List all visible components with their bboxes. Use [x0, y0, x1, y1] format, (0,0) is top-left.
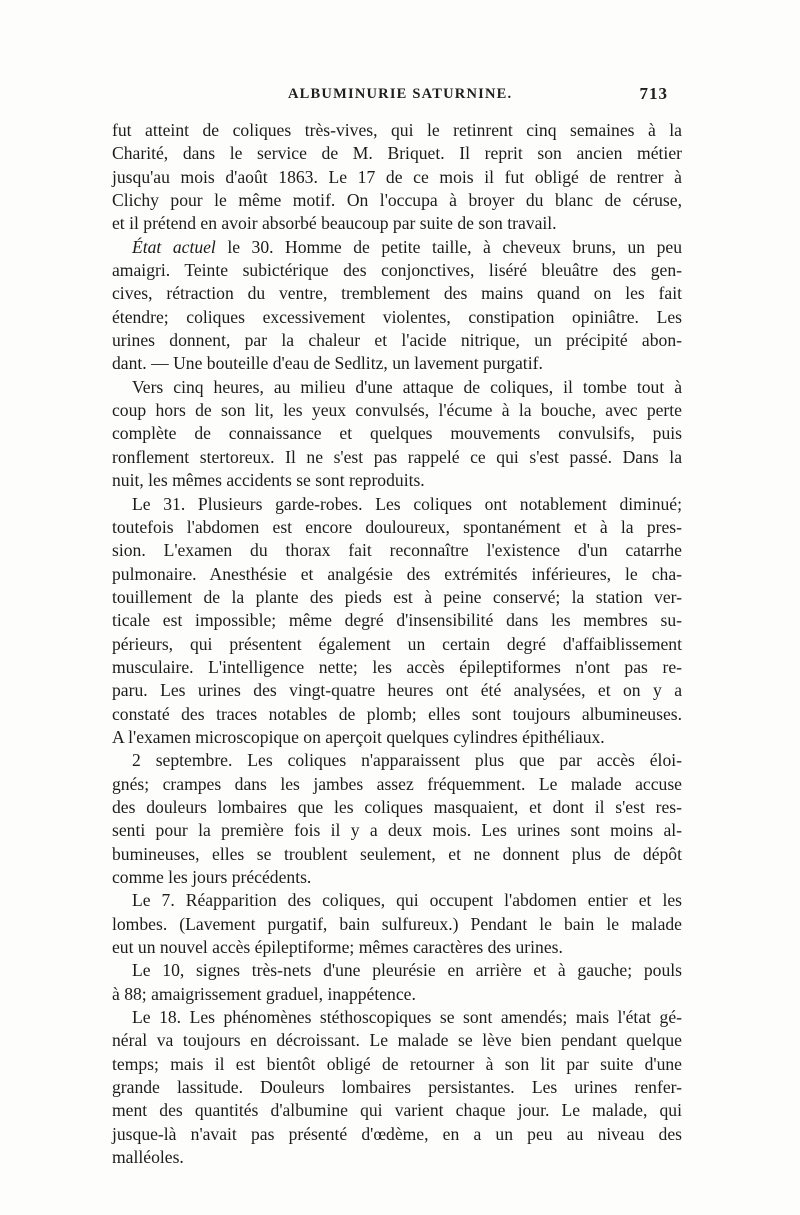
page-number: 713 [639, 84, 668, 103]
text-line: complète de connaissance et quelques mouvements convulsifs, puis [112, 423, 682, 444]
text-line: jusque-là n'avait pas présenté d'œdème, en a un peu au niveau des [112, 1123, 682, 1144]
text-line: temps; mais il est bientôt obligé de retourner à son lit par suite d'une [112, 1053, 682, 1074]
italic-lead: État actuel [132, 236, 216, 257]
body-text [112, 119, 682, 1169]
text-line: étendre; coliques excessivement violentes, constipation opiniâtre. Les [112, 306, 682, 327]
text-line: grande lassitude. Douleurs lombaires persistantes. Les urines renfer- [112, 1077, 682, 1098]
text-line [112, 236, 682, 259]
text-line: périeurs, qui présentent également un certain degré d'affaiblissement [112, 633, 682, 654]
text-line: ronflement stertoreux. Il ne s'est pas rappelé ce qui s'est passé. Dans la [112, 446, 682, 467]
text-line: malléoles. [112, 1147, 184, 1168]
text-line: pulmonaire. Anesthésie et analgésie des extrémités inférieures, le cha- [112, 563, 682, 584]
text-line: eut un nouvel accès épileptiforme; mêmes caractères des urines. [112, 937, 563, 958]
text-line: bumineuses, elles se troublent seulement, et ne donnent plus de dépôt [112, 843, 682, 864]
paragraph [112, 959, 682, 1006]
text-line: 2 septembre. Les coliques n'apparaissent plus que par accès éloi- [132, 750, 682, 771]
text-line: cives, rétraction du ventre, tremblement des mains quand on les fait [112, 283, 682, 304]
text-line: jusqu'au mois d'août 1863. Le 17 de ce mois il fut obligé de rentrer à [112, 166, 682, 187]
text-line: à 88; amaigrissement graduel, inappétence. [112, 983, 416, 1004]
paragraph [112, 376, 682, 493]
text-line: sion. L'examen du thorax fait reconnaître l'existence d'un catarrhe [112, 540, 682, 561]
running-head [112, 86, 682, 108]
text-line: lombes. (Lavement purgatif, bain sulfureux.) Pendant le bain le malade [112, 913, 682, 934]
paragraph [112, 493, 682, 750]
text-line: Clichy pour le même motif. On l'occupa à broyer du blanc de céruse, [112, 190, 682, 211]
paragraph [112, 889, 682, 959]
text-line: coup hors de son lit, les yeux convulsés, l'écume à la bouche, avec perte [112, 400, 682, 421]
text-line: Le 7. Réapparition des coliques, qui occupent l'abdomen entier et les [132, 890, 682, 911]
text-line: Charité, dans le service de M. Briquet. Il reprit son ancien métier [112, 143, 682, 164]
text-line: néral va toujours en décroissant. Le malade se lève bien pendant quelque [112, 1030, 682, 1051]
text-line: constaté des traces notables de plomb; elles sont toujours albumineuses. [112, 703, 682, 724]
text-line: Le 10, signes très-nets d'une pleurésie en arrière et à gauche; pouls [132, 960, 682, 981]
text-line: ticale est impossible; même degré d'insensibilité dans les membres su- [112, 610, 682, 631]
paragraph [112, 1006, 682, 1169]
text-line: paru. Les urines des vingt-quatre heures ont été analysées, et on y a [112, 680, 682, 701]
text-line: senti pour la première fois il y a deux mois. Les urines sont moins al- [112, 820, 682, 841]
text-line: ment des quantités d'albumine qui varient chaque jour. Le malade, qui [112, 1100, 682, 1121]
text-line: nuit, les mêmes accidents se sont reproduits. [112, 470, 425, 491]
text-line: gnés; crampes dans les jambes assez fréquemment. Le malade accuse [112, 773, 682, 794]
text-line: amaigri. Teinte subictérique des conjonctives, liséré bleuâtre des gen- [112, 260, 682, 281]
text-line: musculaire. L'intelligence nette; les accès épileptiformes n'ont pas re- [112, 656, 682, 677]
text-line: des douleurs lombaires que les coliques masquaient, et dont il s'est res- [112, 796, 682, 817]
paragraph [112, 749, 682, 889]
text-line: Le 31. Plusieurs garde-robes. Les coliques ont notablement diminué; [132, 493, 682, 514]
text-line: urines donnent, par la chaleur et l'acide nitrique, un précipité abon- [112, 330, 682, 351]
text-line-rest: le 30. Homme de petite taille, à cheveux bruns, un peu [215, 236, 682, 257]
paragraph [112, 119, 682, 236]
text-line: A l'examen microscopique on aperçoit quelques cylindres épithéliaux. [112, 726, 605, 747]
text-line: Vers cinq heures, au milieu d'une attaque de coliques, il tombe tout à [132, 376, 682, 397]
text-line: Le 18. Les phénomènes stéthoscopiques se sont amendés; mais l'état gé- [132, 1007, 682, 1028]
text-line: et il prétend en avoir absorbé beaucoup par suite de son travail. [112, 213, 557, 234]
text-line: touillement de la plante des pieds est à peine conservé; la station ver- [112, 586, 682, 607]
text-line: dant. — Une bouteille d'eau de Sedlitz, un lavement purgatif. [112, 353, 543, 374]
text-line: comme les jours précédents. [112, 867, 312, 887]
text-line: toutefois l'abdomen est encore douloureux, spontanément et à la pres- [112, 516, 682, 537]
running-title: ALBUMINURIE SATURNINE. [288, 86, 513, 102]
paragraph [112, 236, 682, 376]
text-line: fut atteint de coliques très-vives, qui le retinrent cinq semaines à la [112, 120, 682, 140]
